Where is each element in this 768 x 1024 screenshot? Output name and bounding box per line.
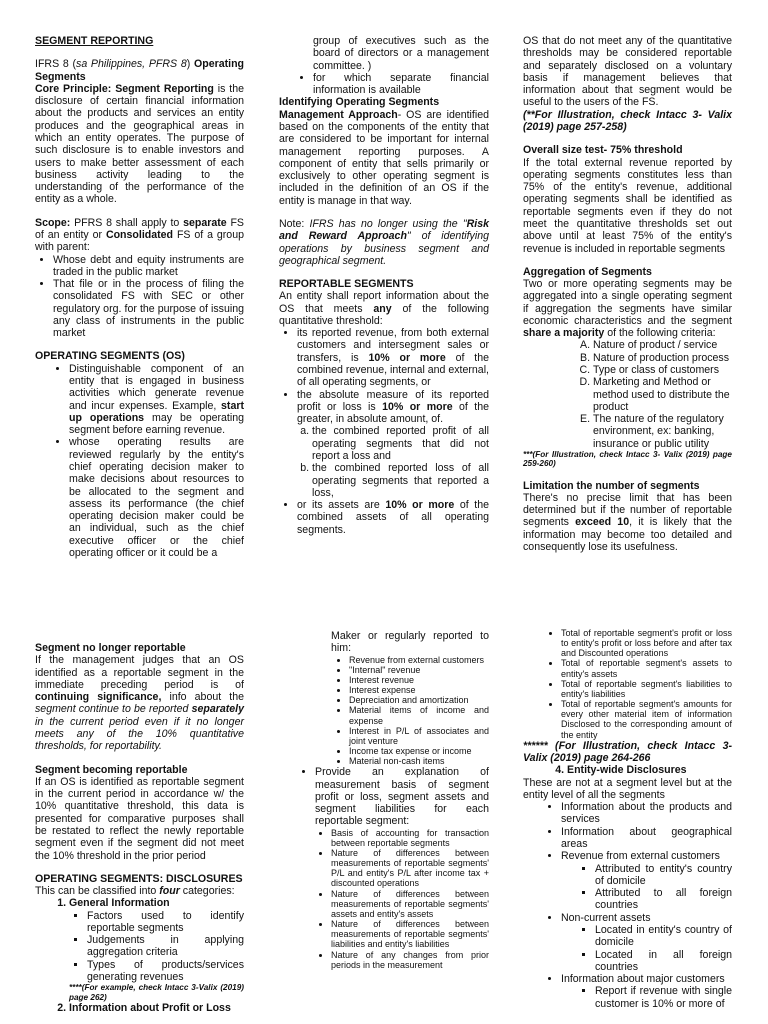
list-item: • Interest revenue xyxy=(349,675,489,685)
list-item: ▪ Located in all foreign countries xyxy=(595,949,732,974)
disclosures-heading: OPERATING SEGMENTS: DISCLOSURES xyxy=(35,872,243,885)
reportable-intro: An entity shall report information about the OS that meets any of the following quantitative threshold: xyxy=(279,290,489,327)
ifrs-line: IFRS 8 (sa Philippines, PFRS 8) Operating Segments xyxy=(35,58,245,83)
list-item: ▪ Located in entity's country of domicile xyxy=(595,924,732,949)
illustration-reference: ****(For example, check Intacc 3-Valix (2019) page 262) xyxy=(69,983,244,1002)
top-column-1 xyxy=(35,35,244,559)
list-item: C. Type or class of customers xyxy=(593,364,732,376)
illustration-reference: ****** (For Illustration, check Intacc 3- Valix (2019) page 264-266 xyxy=(523,739,732,764)
list-item: ▪ Judgements in applying aggregation criteria xyxy=(87,934,244,959)
info-list xyxy=(279,72,489,97)
illustration-reference: ***(For Illustration, check Intacc 3- Valix (2019) page 259-260) xyxy=(523,450,732,469)
limitation-text: There's no precise limit that has been determined but if the number of reportable segments exceed 10, it is likely that the information may become too detailed and consequently lose its usefulness. xyxy=(523,491,732,553)
entity-wide-list xyxy=(523,801,732,1010)
list-item: • Nature of any changes from prior periods in the measurement xyxy=(331,950,489,970)
list-item: ▪ Attributed to all foreign countries xyxy=(595,887,732,912)
list-item: • Total of reportable segment's assets to entity's assets xyxy=(561,658,732,678)
criteria-list xyxy=(523,339,732,450)
list-item: • Information about geographical areas xyxy=(561,826,732,851)
list-item: • Total of reportable segment's liabilities to entity's liabilities xyxy=(561,679,732,699)
reported-items-list xyxy=(279,655,489,767)
list-item: • Nature of differences between measurements of reportable segments' P/L and entity's P/L after income tax + discounted operations xyxy=(331,848,489,889)
aggregation-heading: Aggregation of Segments xyxy=(523,265,652,278)
major-customers-sublist xyxy=(561,985,732,1010)
list-item: • Provide an explanation of measurement basis of segment profit or loss, segment assets and segment liabilities for each reportable segment: • Basis of accounting for transaction between reportable segments • Nature of differences between measurements of reportable segments' P/L and entity's P/L after income tax + discounted operations • Nature of differences between measurements of reportable segments' assets and entity's assets • Nature of differences between measurements of reportable segments' liabilities and entity's liabilities • Nature of any changes from prior periods in the measurement xyxy=(315,766,489,970)
disclosures-intro: This can be classified into four categories: xyxy=(35,885,235,898)
limitation-heading: Limitation the number of segments xyxy=(523,479,700,492)
threshold-list xyxy=(279,327,489,536)
list-item: • the absolute measure of its reported profit or loss is 10% or more of the greater, in absolute amount, of. a. the combined reported profit of all operating segments that did not report a loss and b. the combined reported loss of all operating segments that reported a loss, xyxy=(297,389,489,500)
list-item: ▪ Factors used to identify reportable segments xyxy=(87,910,244,935)
explanation-list xyxy=(279,766,489,970)
list-item: 1. General Information ▪ Factors used to identify reportable segments ▪ Judgements in applying aggregation criteria ▪ Types of products/services generating revenues ****(For example, check Intacc 3-Valix (2019) page 262) xyxy=(69,897,244,1002)
entity-wide-text: These are not at a segment level but at the entity level of all the segments xyxy=(523,776,732,801)
identifying-heading: Identifying Operating Segments xyxy=(279,96,440,109)
continued-text: group of executives such as the board of directors or a management committee. ) xyxy=(313,35,489,72)
list-item: • its reported revenue, from both external customers and intersegment sales or transfers, is 10% or more of the combined revenue, internal and external, of all operating segments, or xyxy=(297,327,489,388)
list-item: • Revenue from external customers xyxy=(349,655,489,665)
non-current-assets-sublist xyxy=(561,924,732,973)
list-item: ▪ Report if revenue with single customer is 10% or more of xyxy=(595,985,732,1010)
continued-text: Maker or regularly reported to him: xyxy=(331,630,489,655)
overall-size-text: If the total external revenue reported by operating segments constitutes less than 75% of the entity's revenue, additional operating segments shall be identified as reportable segments even if they do not meet the quantitative thresholds set out above until at least 75% of the entity's revenue is included in reportable segments xyxy=(523,156,732,255)
list-item: b. the combined reported loss of all operating segments that reported a loss, xyxy=(312,462,489,499)
bottom-column-1 xyxy=(35,642,244,1014)
general-info-list xyxy=(69,910,244,984)
document-title: SEGMENT REPORTING xyxy=(35,35,154,47)
list-item: • "Internal" revenue xyxy=(349,665,489,675)
list-item: • Nature of differences between measurements of reportable segments' assets and entity's assets xyxy=(331,889,489,919)
profit-loss-sublist xyxy=(279,425,489,499)
list-item: • Non-current assets ▪ Located in entity's country of domicile ▪ Located in all foreign countries xyxy=(561,912,732,973)
list-item: • Whose debt and equity instruments are traded in the public market xyxy=(53,254,244,279)
overall-size-heading: Overall size test- 75% threshold xyxy=(523,144,683,157)
top-column-3 xyxy=(523,35,732,553)
becoming-reportable-heading: Segment becoming reportable xyxy=(35,763,188,776)
list-item: • Material non-cash items xyxy=(349,756,489,766)
note-paragraph: Note: IFRS has no longer using the "Risk and Reward Approach" of identifying operations by business segment and geographical segment. xyxy=(279,217,489,267)
no-longer-reportable-text: If the management judges that an OS identified as a reportable segment in the immediate preceding period is of continuing significance, info about the segment continue to be reported separately in the current period even if it no longer meets any of the 10% quantitative thresholds, for reportability. xyxy=(35,654,244,753)
entity-wide-heading: 4. Entity-wide Disclosures xyxy=(567,764,732,776)
list-item: E. The nature of the regulatory environment, ex: banking, insurance or public utility xyxy=(593,413,732,450)
list-item: • Information about major customers ▪ Report if revenue with single customer is 10% or more of xyxy=(561,973,732,1010)
list-item: • Interest expense xyxy=(349,685,489,695)
list-item: • Total of reportable segment's amounts for every other material item of information Disclosed to the corresponding amount of the entity xyxy=(561,699,732,740)
list-item: 2. Information about Profit or Loss xyxy=(69,1002,244,1014)
list-item: • Distinguishable component of an entity that is engaged in business activities which generate revenue and incur expenses. Example, start up operations may be operating segment before earning revenue. xyxy=(69,363,244,437)
list-item: • whose operating results are reviewed regularly by the entity's chief operating decision maker to make decisions about resources to be allocated to the segment and assess its performance (the chief operating decision maker could be an individual, such as the chief executive officer or the chief operating officer or it could be a xyxy=(69,436,244,559)
list-item: B. Nature of production process xyxy=(593,352,732,364)
list-item: • or its assets are 10% or more of the combined assets of all operating segments. xyxy=(297,499,489,536)
list-item: • Nature of differences between measurements of reportable segments' liabilities and entity's liabilities xyxy=(331,919,489,949)
list-item: ▪ Attributed to entity's country of domicile xyxy=(595,863,732,888)
scope-paragraph: Scope: PFRS 8 shall apply to separate FS of an entity or Consolidated FS of a group with parent: xyxy=(35,216,244,254)
list-item: • Information about the products and services xyxy=(561,801,732,826)
list-item: • Revenue from external customers ▪ Attributed to entity's country of domicile ▪ Attributed to all foreign countries xyxy=(561,850,732,911)
disclosure-categories xyxy=(35,897,244,1014)
core-principle: Core Principle: Segment Reporting is the disclosure of certain financial information about the products and services an entity produces and the geographical areas in which an entity operates. The purpose of such disclosure is to enable investors and users to make better assessment of each business activity leading to the understanding of the performance of the entity as a whole. xyxy=(35,82,245,206)
list-item: • Interest in P/L of associates and joint venture xyxy=(349,726,489,746)
voluntary-paragraph: OS that do not meet any of the quantitative thresholds may be considered reportable and separately disclosed on a voluntary basis if management believes that information about that segment would be useful to the users of the FS. xyxy=(523,35,732,109)
reconciliation-list xyxy=(523,628,732,740)
revenue-sublist xyxy=(561,863,732,912)
os-list xyxy=(35,363,244,560)
list-item: • Material items of income and expense xyxy=(349,705,489,725)
list-item: D. Marketing and Method or method used to distribute the product xyxy=(593,376,732,413)
list-item: • That file or in the process of filing the consolidated FS with SEC or other regulatory org. for the purpose of issuing any class of instruments in the public market xyxy=(53,278,244,339)
list-item: ▪ Types of products/services generating revenues xyxy=(87,959,244,984)
list-item: A. Nature of product / service xyxy=(593,339,732,351)
list-item: • Depreciation and amortization xyxy=(349,695,489,705)
entity-wide-numbered xyxy=(523,764,732,776)
os-heading: OPERATING SEGMENTS (OS) xyxy=(35,350,185,363)
bottom-column-2 xyxy=(279,630,489,970)
reportable-heading: REPORTABLE SEGMENTS xyxy=(279,278,414,291)
measurement-basis-list xyxy=(315,828,489,970)
list-item: • Income tax expense or income xyxy=(349,746,489,756)
illustration-reference: (**For Illustration, check Intacc 3- Valix (2019) page 257-258) xyxy=(523,108,732,133)
management-approach: Management Approach- OS are identified based on the components of the entity that are considered to be important for internal management reporting purposes. A component of entity that sells primarily or exclusively to other operating segment is included in the definition of an OS if the entity is manage in that way. xyxy=(279,108,489,207)
top-column-2 xyxy=(279,35,489,536)
becoming-reportable-text: If an OS is identified as reportable segment in the current period in accordance w/ the 10% quantitative threshold, this data is presented for comparative purposes shall be restated to reflect the newly reportable segment even if the segment did not meet the 10% threshold in the prior period xyxy=(35,775,244,862)
aggregation-text: Two or more operating segments may be aggregated into a single operating segment if aggregation the segments have similar economic characteristics and the segment share a majority of the following criteria: xyxy=(523,278,732,340)
bottom-column-3 xyxy=(523,628,732,1010)
list-item: • for which separate financial information is available xyxy=(313,72,489,97)
list-item: • Total of reportable segment's profit or loss to entity's profit or loss before and after tax and Discounted operations xyxy=(561,628,732,658)
no-longer-reportable-heading: Segment no longer reportable xyxy=(35,642,186,654)
list-item: • Basis of accounting for transaction between reportable segments xyxy=(331,828,489,848)
list-item: a. the combined reported profit of all operating segments that did not report a loss and xyxy=(312,425,489,462)
scope-list xyxy=(35,254,244,340)
